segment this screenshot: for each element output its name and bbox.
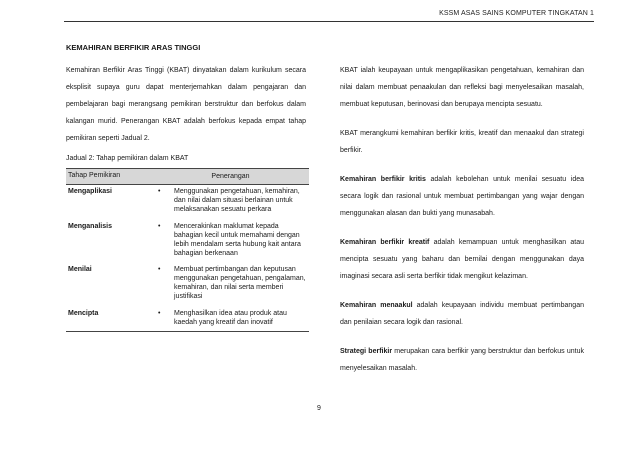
table-caption: Jadual 2: Tahap pemikiran dalam KBAT [66,155,189,162]
table-row [66,307,309,332]
bullet-icon: • [158,223,161,230]
right-column [340,62,584,389]
bullet-icon: • [158,266,161,273]
header-cell-level: Tahap Pemikiran [66,169,152,185]
kbat-scope: KBAT merangkumi kemahiran berfikir kritis, kreatif dan menaakul dan strategi berfikir. [340,130,584,154]
term-strategy: Strategi berfikir [340,348,393,355]
reasoning-paragraph [340,297,584,331]
bullet-icon: • [158,310,161,317]
critical-text: adalah kebolehan untuk menilai sesuatu idea secara logik dan rasional untuk membuat pertimbangan yang wajar dengan menggunakan alasan dan bukti yang munasabah. [340,176,584,217]
term-reasoning: Kemahiran menaakul [340,302,413,309]
level-cell: Mencipta [66,307,152,332]
left-column [66,42,306,332]
desc-cell [152,220,309,258]
term-critical: Kemahiran berfikir kritis [340,176,426,183]
level-cell: Menganalisis [68,223,112,230]
desc-cell [152,307,309,332]
level-cell: Menilai [68,266,92,273]
intro-paragraph: Kemahiran Berfikir Aras Tinggi (KBAT) dinyatakan dalam kurikulum secara eksplisit supaya guru dapat menterjemahkan dalam pengajaran dan pembelajaran bagi merangsang pemikiran berstruktur dan berfokus dalam kalangan murid. Penerangan KBAT adalah berfokus kepada empat tahap pemikiran seperti Jadual 2. [66,67,306,142]
table-header-row [66,169,309,185]
creative-text: adalah kemampuan untuk menghasilkan atau mencipta sesuatu yang baharu dan bernilai dengan menggunakan daya imaginasi secara asli serta berfikir tidak mengikut kelaziman. [340,239,584,280]
header-rule [64,21,594,22]
level-cell: Mengaplikasi [68,188,112,195]
desc-text: Membuat pertimbangan dan keputusan menggunakan pengetahuan, pengalaman, kemahiran, dan nilai serta memberi justifikasi [174,266,306,300]
table-row [66,220,309,258]
term-creative: Kemahiran berfikir kreatif [340,239,430,246]
section-heading: KEMAHIRAN BERFIKIR ARAS TINGGI [66,43,201,52]
desc-text: Mencerakinkan maklumat kepada bahagian kecil untuk memahami dengan lebih mendalam serta hubung kait antara bahagian berkenaan [174,223,301,257]
running-header: KSSM ASAS SAINS KOMPUTER TINGKATAN 1 [439,10,594,17]
page-number: 9 [317,405,321,412]
kbat-definition: KBAT ialah keupayaan untuk mengaplikasikan pengetahuan, kemahiran dan nilai dalam membuat penaakulan dan refleksi bagi menyelesaikan masalah, membuat keputusan, berinovasi dan berupaya mencipta sesuatu. [340,67,584,108]
desc-text: Menghasilkan idea atau produk atau kaedah yang kreatif dan inovatif [174,310,287,326]
table-row [66,185,309,215]
creative-thinking-paragraph [340,234,584,285]
table-row [66,263,309,301]
kbat-table [66,168,309,332]
reasoning-text: adalah keupayaan individu membuat pertimbangan dan penilaian secara logik dan rasional. [340,302,584,326]
desc-text: Menggunakan pengetahuan, kemahiran, dan nilai dalam situasi berlainan untuk melaksanakan sesuatu perkara [174,188,300,213]
desc-cell [152,185,309,215]
strategy-paragraph [340,343,584,377]
desc-cell [152,263,309,301]
critical-thinking-paragraph [340,171,584,222]
header-cell-desc: Penerangan [152,169,309,185]
bullet-icon: • [158,188,161,195]
strategy-text: merupakan cara berfikir yang berstruktur dan berfokus untuk menyelesaikan masalah. [340,348,584,372]
